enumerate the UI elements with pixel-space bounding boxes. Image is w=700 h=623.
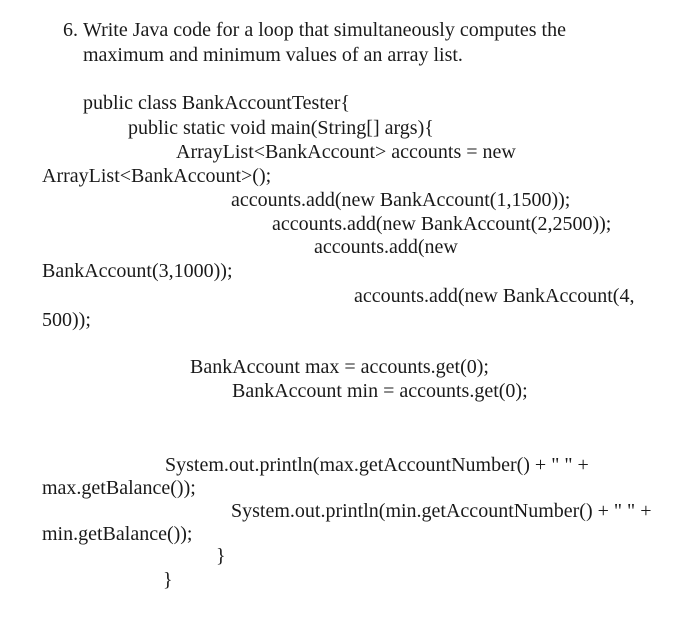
code-line: accounts.add(new [314, 236, 458, 258]
code-line: 500)); [42, 309, 91, 331]
code-line: BankAccount(3,1000)); [42, 260, 233, 282]
question-number: 6. [63, 19, 78, 41]
code-line: BankAccount min = accounts.get(0); [232, 380, 528, 402]
code-line: BankAccount max = accounts.get(0); [190, 356, 489, 378]
code-line: System.out.println(max.getAccountNumber() + " " + [165, 454, 589, 476]
question-line-1: Write Java code for a loop that simultaneously computes the [83, 19, 566, 41]
code-line: public class BankAccountTester{ [83, 92, 351, 114]
code-line: accounts.add(new BankAccount(1,1500)); [231, 189, 571, 211]
code-line: } [163, 569, 173, 591]
code-line: } [216, 545, 226, 567]
code-line: System.out.println(min.getAccountNumber() + " " + [231, 500, 652, 522]
code-line: accounts.add(new BankAccount(2,2500)); [272, 213, 612, 235]
code-line: ArrayList<BankAccount> accounts = new [176, 141, 516, 163]
code-line: ArrayList<BankAccount>(); [42, 165, 272, 187]
code-line: min.getBalance()); [42, 523, 193, 545]
code-line: max.getBalance()); [42, 477, 196, 499]
code-line: accounts.add(new BankAccount(4, [354, 285, 635, 307]
question-line-2: maximum and minimum values of an array list. [83, 44, 463, 66]
code-line: public static void main(String[] args){ [128, 117, 434, 139]
